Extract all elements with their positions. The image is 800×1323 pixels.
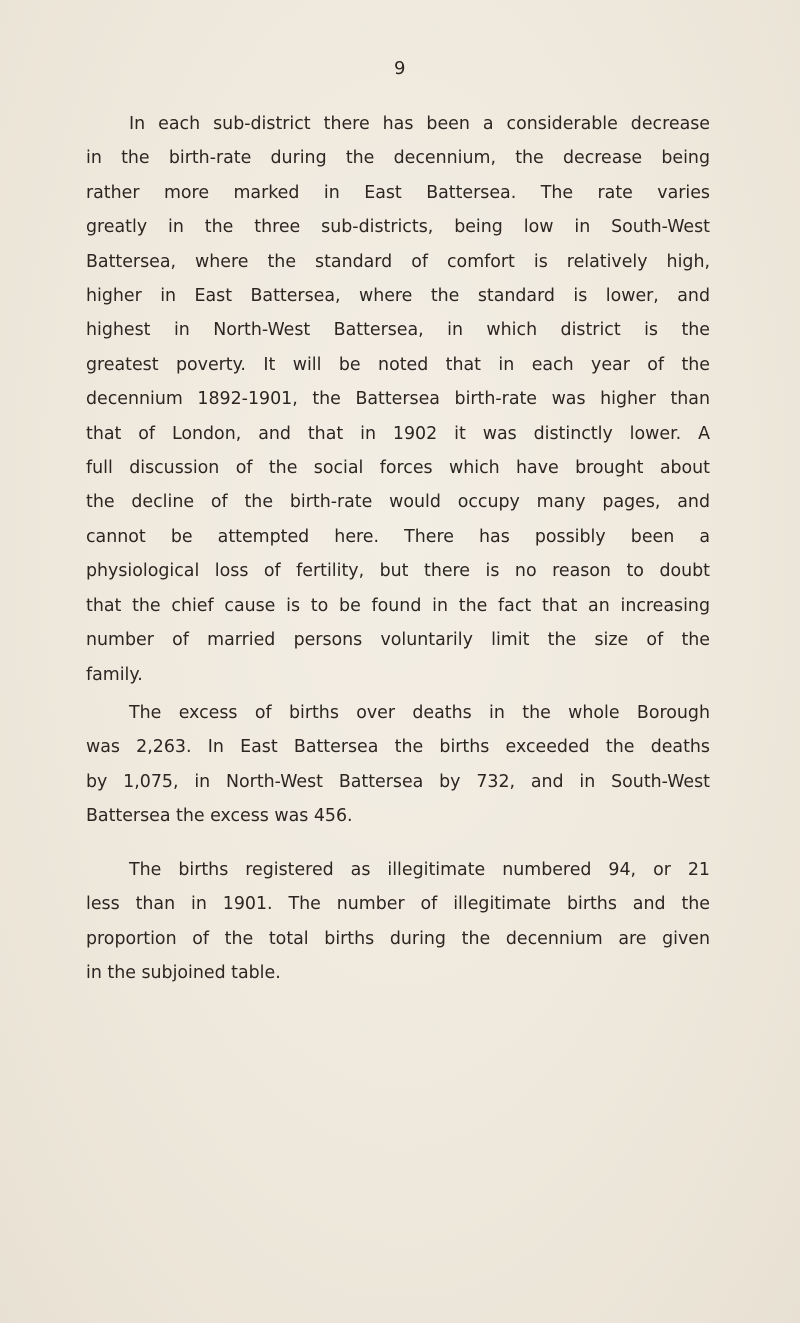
text-line: was 2,263. In East Battersea the births exceeded the deaths bbox=[86, 737, 710, 758]
text-line: Battersea the excess was 456. bbox=[86, 806, 353, 827]
text-line: physiological loss of fertility, but there is no reason to doubt bbox=[86, 561, 710, 582]
text-line: greatly in the three sub-districts, being low in South-West bbox=[86, 217, 710, 238]
paragraph-illegitimate-births bbox=[86, 853, 710, 991]
text-line: that the chief cause is to be found in the fact that an increasing bbox=[86, 595, 710, 616]
text-line: Battersea, where the standard of comfort is relatively high, bbox=[86, 251, 710, 272]
text-line: the decline of the birth-rate would occupy many pages, and bbox=[86, 492, 710, 513]
text-line: in the subjoined table. bbox=[86, 963, 281, 984]
text-line: greatest poverty. It will be noted that in each year of the bbox=[86, 354, 710, 375]
text-line: highest in North-West Battersea, in which district is the bbox=[86, 320, 710, 341]
text-line: number of married persons voluntarily limit the size of the bbox=[86, 630, 710, 651]
text-line: The excess of births over deaths in the whole Borough bbox=[129, 703, 710, 723]
text-line: The births registered as illegitimate numbered 94, or 21 bbox=[129, 860, 710, 880]
paragraph-birth-rate bbox=[86, 107, 710, 692]
text-line: rather more marked in East Battersea. The rate varies bbox=[86, 182, 710, 203]
text-line: full discussion of the social forces which have brought about bbox=[86, 458, 710, 479]
text-line: less than in 1901. The number of illegitimate births and the bbox=[86, 894, 710, 915]
text-line: proportion of the total births during the decennium are given bbox=[86, 928, 710, 949]
text-line: decennium 1892-1901, the Battersea birth-rate was higher than bbox=[86, 389, 710, 410]
page-number: 9 bbox=[394, 58, 406, 79]
text-line: In each sub-district there has been a considerable decrease bbox=[129, 114, 710, 134]
text-line: higher in East Battersea, where the standard is lower, and bbox=[86, 286, 710, 307]
text-line: that of London, and that in 1902 it was distinctly lower. A bbox=[86, 423, 710, 444]
paragraph-excess-births bbox=[86, 696, 710, 834]
text-line: by 1,075, in North-West Battersea by 732, and in South-West bbox=[86, 771, 710, 792]
text-line: in the birth-rate during the decennium, the decrease being bbox=[86, 148, 710, 169]
text-line: family. bbox=[86, 664, 143, 685]
text-line: cannot be attempted here. There has possibly been a bbox=[86, 526, 710, 547]
